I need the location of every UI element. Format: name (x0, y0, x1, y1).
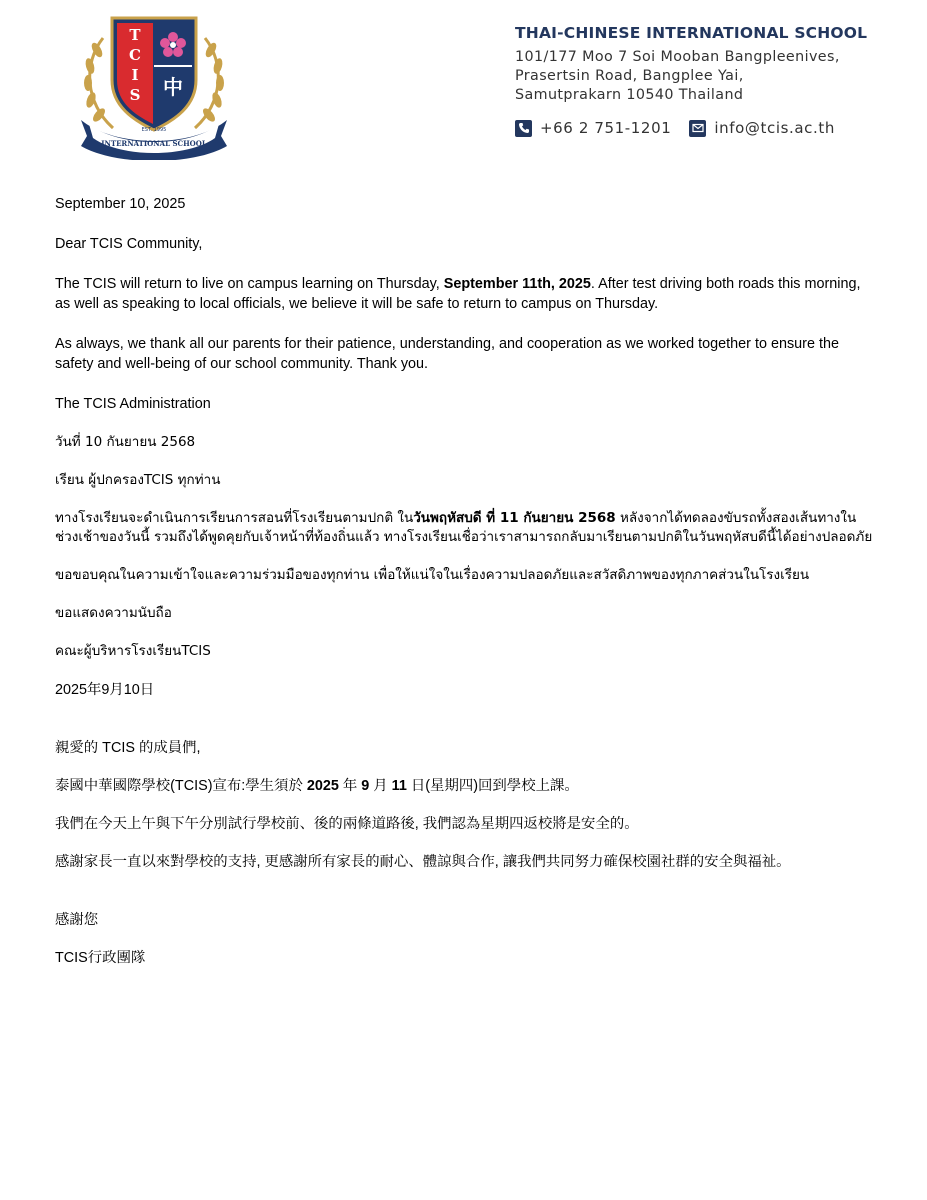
thai-paragraph-1: ทางโรงเรียนจะดำเนินการเรียนการสอนที่โรงเรียนตามปกติ ในวันพฤหัสบดี ที่ 11 กันยายน 2568 หลังจากได้ทดลองขับรถทั้งสองเส้นทางในช่วงเช้าของวันนี้ รวมถึงได้พูดคุยกับเจ้าหน้าที่ท้องถิ่นแล้ว ทางโรงเรียนเชื่อว่าเราสามารถกลับมาเรียนตามปกติในวันพฤหัสบดีนี้ได้อย่างปลอดภัย (55, 510, 873, 545)
thai-paragraph-2: ขอขอบคุณในความเข้าใจและความร่วมมือของทุกท่าน เพื่อให้แน่ใจในเรื่องความปลอดภัยและสวัสดิภาพของทุกภาคส่วนในโรงเรียน (55, 567, 810, 583)
thai-signoff: คณะผู้บริหารโรงเรียนTCIS (55, 643, 211, 659)
crest-letter-t: T (129, 26, 141, 44)
thai-date: วันที่ 10 กันยายน 2568 (55, 434, 196, 450)
mail-icon (689, 120, 706, 137)
chinese-greeting: 親愛的 TCIS 的成員們, (55, 740, 201, 756)
crest-letter-s: S (129, 86, 141, 104)
email-address[interactable]: info@tcis.ac.th (714, 119, 835, 137)
school-logo (75, 8, 233, 160)
crest-ribbon-text: INTERNATIONAL SCHOOL (101, 139, 207, 148)
thai-respect: ขอแสดงความนับถือ (55, 605, 172, 621)
letter-body (55, 194, 875, 968)
english-paragraph-2: As always, we thank all our parents for their patience, understanding, and cooperation as we worked together to ensure the safety and well-being of our school community. Thank you. (55, 336, 839, 372)
thai-return-date: วันพฤหัสบดี ที่ 11 กันยายน 2568 (413, 510, 616, 526)
letterhead-info (515, 24, 915, 137)
english-date: September 10, 2025 (55, 196, 186, 212)
crest-letter-c: C (129, 46, 141, 64)
chinese-date: 2025年9月10日 (55, 682, 155, 698)
english-signoff: The TCIS Administration (55, 396, 211, 412)
thai-greeting: เรียน ผู้ปกครองTCIS ทุกท่าน (55, 472, 221, 488)
school-address (515, 48, 915, 105)
english-paragraph-1: The TCIS will return to live on campus learning on Thursday, September 11th, 2025. After test driving both roads this morning, as well as speaking to local officials, we believe it will be safe to return to campus on Thursday. (55, 276, 861, 312)
address-line: Prasertsin Road, Bangplee Yai, (515, 68, 744, 84)
phone-icon (515, 120, 532, 137)
school-name: THAI-CHINESE INTERNATIONAL SCHOOL (515, 24, 868, 42)
address-line: 101/177 Moo 7 Soi Mooban Bangpleenives, (515, 49, 840, 65)
chinese-thanks: 感謝您 (55, 912, 99, 928)
address-line: Samutprakarn 10540 Thailand (515, 87, 744, 103)
email-contact (689, 119, 835, 137)
contact-row (515, 119, 915, 137)
chinese-signoff: TCIS行政團隊 (55, 950, 146, 966)
crest-chinese-char: 中 (163, 75, 183, 99)
chinese-paragraph-3: 感謝家長一直以來對學校的支持, 更感謝所有家長的耐心、體諒與合作, 讓我們共同努力確保校園社群的安全與福祉。 (55, 854, 791, 870)
crest-est: EST. 1995 (141, 127, 167, 133)
chinese-paragraph-2: 我們在今天上午與下午分別試行學校前、後的兩條道路後, 我們認為星期四返校將是安全的。 (55, 816, 639, 832)
crest-letter-i: I (131, 66, 139, 84)
school-crest (75, 8, 233, 160)
phone-number[interactable]: +66 2 751-1201 (540, 119, 672, 137)
english-greeting: Dear TCIS Community, (55, 236, 203, 252)
return-date: September 11th, 2025 (443, 276, 591, 292)
chinese-paragraph-1: 泰國中華國際學校(TCIS)宣布:學生須於 2025 年 9 月 11 日(星期四)回到學校上課。 (55, 778, 579, 794)
